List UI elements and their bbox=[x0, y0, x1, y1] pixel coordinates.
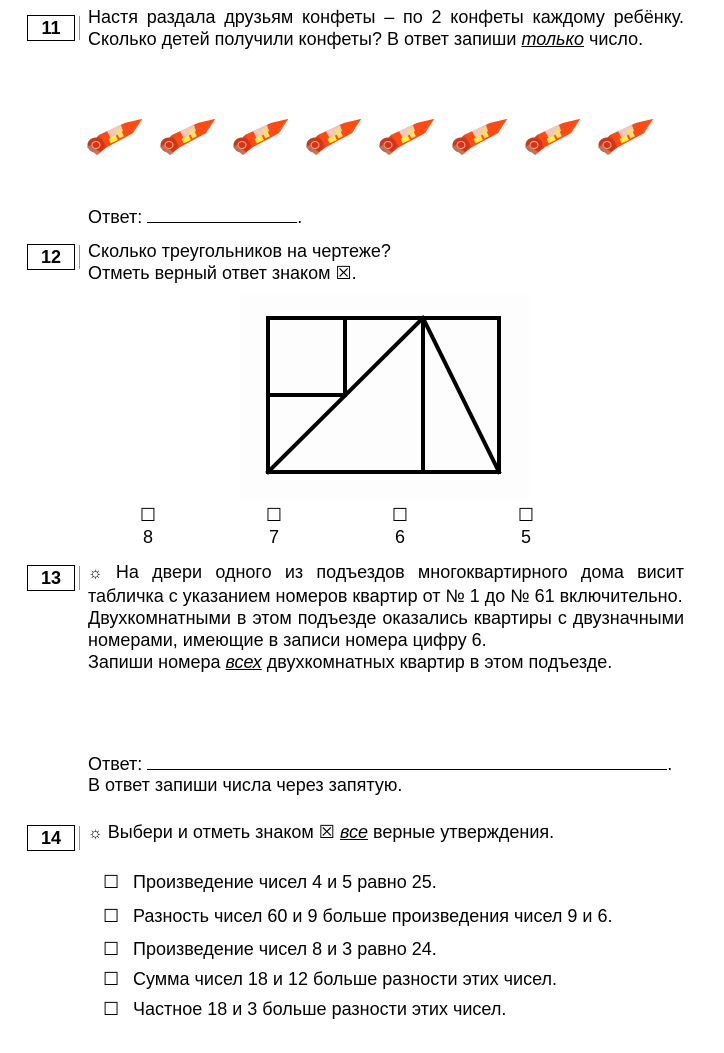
statement-1[interactable]: ☐ Произведение чисел 4 и 5 равно 25. bbox=[103, 872, 437, 892]
diagonal-right bbox=[423, 318, 499, 472]
task-11-text: Настя раздала друзьям конфеты – по 2 конфеты каждому ребёнку. Сколько детей получили конфеты? В ответ запиши только число. bbox=[88, 7, 684, 49]
emphasis-all: все bbox=[339, 822, 368, 842]
task-number-13: 13 bbox=[27, 565, 75, 591]
statement-2[interactable]: ☐ Разность чисел 60 и 9 больше произведения чисел 9 и 6. bbox=[103, 906, 613, 926]
task-number-14: 14 bbox=[27, 825, 75, 851]
statement-4[interactable]: ☐ Сумма чисел 18 и 12 больше разности этих чисел. bbox=[103, 969, 558, 989]
emphasis-all: всех bbox=[225, 652, 262, 672]
checkbox[interactable]: ☐ bbox=[139, 505, 157, 525]
task-number-11: 11 bbox=[27, 15, 75, 41]
statement-3[interactable]: ☐ Произведение чисел 8 и 3 равно 24. bbox=[103, 939, 437, 959]
option-5[interactable]: ☐ 5 bbox=[511, 505, 541, 549]
checkbox[interactable]: ☐ bbox=[103, 969, 120, 989]
answer-field[interactable] bbox=[147, 752, 667, 770]
sun-icon: ☼ bbox=[88, 565, 103, 582]
checkbox[interactable]: ☐ bbox=[103, 872, 120, 892]
option-7[interactable]: ☐ 7 bbox=[259, 505, 289, 549]
task-14-prompt: ☼ Выбери и отметь знаком ☒ все верные утверждения. bbox=[88, 822, 555, 842]
answer-label: Ответ: bbox=[88, 754, 143, 774]
statement-5[interactable]: ☐ Частное 18 и 3 больше разности этих чисел. bbox=[103, 999, 507, 1019]
task-13-text: ☼ На двери одного из подъездов многоквартирного дома висит табличка с указанием номеров квартир от № 1 до № 61 включительно. Двухкомнатными в этом подъезде оказались квартиры с двузначными номерами, имеющие в записи номера цифру 6. Запиши номера всех двухкомнатных квартир в этом подъезде. bbox=[88, 562, 684, 672]
task-13-answer: Ответ: . bbox=[88, 754, 673, 774]
emphasis-only: только bbox=[521, 29, 584, 49]
task-13-hint: В ответ запиши числа через запятую. bbox=[88, 775, 403, 795]
option-6[interactable]: ☐ 6 bbox=[385, 505, 415, 549]
checkbox[interactable]: ☐ bbox=[103, 999, 120, 1019]
checkbox[interactable]: ☐ bbox=[103, 939, 120, 959]
checkbox[interactable]: ☐ bbox=[103, 906, 120, 926]
task-number-12: 12 bbox=[27, 244, 75, 270]
answer-label: Ответ: bbox=[88, 207, 143, 227]
option-8[interactable]: ☐ 8 bbox=[133, 505, 163, 549]
task-12-text: Сколько треугольников на чертеже? Отметь верный ответ знаком ☒. bbox=[88, 241, 391, 283]
checkbox[interactable]: ☐ bbox=[265, 505, 283, 525]
checkbox[interactable]: ☐ bbox=[391, 505, 409, 525]
checkbox[interactable]: ☐ bbox=[517, 505, 535, 525]
task-11-answer: Ответ: . bbox=[88, 207, 303, 227]
sun-icon: ☼ bbox=[88, 825, 103, 842]
